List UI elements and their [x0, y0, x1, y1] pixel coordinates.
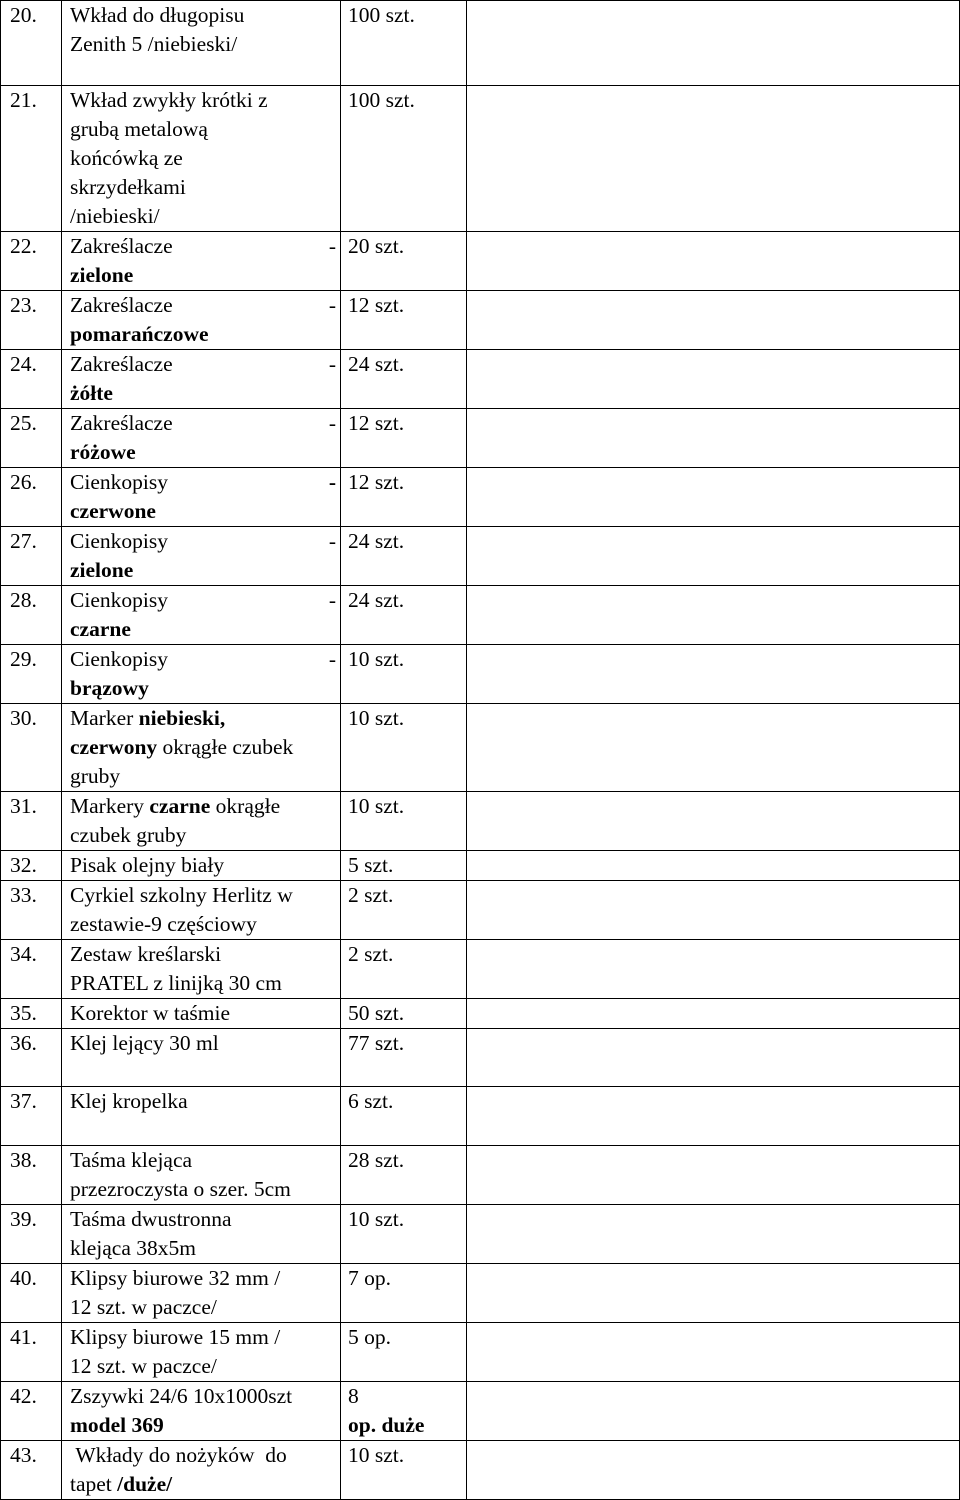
item-name: Wkłady do nożyków do tapet /duże/	[62, 1441, 341, 1500]
table-row	[1, 645, 960, 704]
table-row	[1, 792, 960, 851]
item-number: 43.	[1, 1441, 62, 1500]
item-name: Wkład do długopisu Zenith 5 /niebieski/	[62, 1, 341, 86]
item-number: 25.	[1, 409, 62, 468]
item-quantity: 5 op.	[341, 1323, 467, 1382]
item-name: Cienkopisy - zielone	[62, 527, 341, 586]
item-number: 20.	[1, 1, 62, 86]
item-number: 34.	[1, 940, 62, 999]
empty-cell	[467, 1, 960, 86]
table-row	[1, 881, 960, 940]
item-name: Cyrkiel szkolny Herlitz w zestawie-9 częściowy	[62, 881, 341, 940]
item-name: Cienkopisy - brązowy	[62, 645, 341, 704]
item-name: Korektor w taśmie	[62, 999, 341, 1029]
table-row	[1, 1087, 960, 1146]
item-name: Zakreślacze - zielone	[62, 232, 341, 291]
item-number: 42.	[1, 1382, 62, 1441]
item-number: 40.	[1, 1264, 62, 1323]
table-row	[1, 86, 960, 232]
item-name: Cienkopisy - czerwone	[62, 468, 341, 527]
table-row	[1, 1, 960, 86]
item-quantity: 24 szt.	[341, 350, 467, 409]
empty-cell	[467, 1029, 960, 1087]
empty-cell	[467, 704, 960, 792]
table-row	[1, 999, 960, 1029]
empty-cell	[467, 1087, 960, 1146]
item-quantity: 2 szt.	[341, 881, 467, 940]
empty-cell	[467, 940, 960, 999]
item-name: Cienkopisy - czarne	[62, 586, 341, 645]
table-row	[1, 1264, 960, 1323]
item-number: 39.	[1, 1205, 62, 1264]
item-number: 24.	[1, 350, 62, 409]
item-quantity: 2 szt.	[341, 940, 467, 999]
item-name: Markery czarne okrągłe czubek gruby	[62, 792, 341, 851]
item-number: 41.	[1, 1323, 62, 1382]
item-quantity: 24 szt.	[341, 527, 467, 586]
item-name: Taśma klejąca przezroczysta o szer. 5cm	[62, 1146, 341, 1205]
item-quantity: 100 szt.	[341, 86, 467, 232]
empty-cell	[467, 86, 960, 232]
item-number: 23.	[1, 291, 62, 350]
item-quantity: 100 szt.	[341, 1, 467, 86]
item-number: 36.	[1, 1029, 62, 1087]
empty-cell	[467, 881, 960, 940]
item-name: Zszywki 24/6 10x1000szt model 369	[62, 1382, 341, 1441]
table-row	[1, 350, 960, 409]
item-name: Marker niebieski, czerwony okrągłe czubek gruby	[62, 704, 341, 792]
item-number: 22.	[1, 232, 62, 291]
table-row	[1, 527, 960, 586]
item-quantity: 12 szt.	[341, 409, 467, 468]
table-row	[1, 1029, 960, 1087]
item-name: Zakreślacze - różowe	[62, 409, 341, 468]
empty-cell	[467, 232, 960, 291]
item-number: 33.	[1, 881, 62, 940]
empty-cell	[467, 1323, 960, 1382]
item-quantity: 6 szt.	[341, 1087, 467, 1146]
table-row	[1, 291, 960, 350]
item-number: 26.	[1, 468, 62, 527]
empty-cell	[467, 409, 960, 468]
item-quantity: 12 szt.	[341, 468, 467, 527]
item-number: 29.	[1, 645, 62, 704]
item-quantity: 7 op.	[341, 1264, 467, 1323]
item-name: Zakreślacze - żółte	[62, 350, 341, 409]
table-row	[1, 940, 960, 999]
item-quantity: 10 szt.	[341, 1205, 467, 1264]
empty-cell	[467, 586, 960, 645]
item-quantity: 28 szt.	[341, 1146, 467, 1205]
item-number: 35.	[1, 999, 62, 1029]
item-number: 21.	[1, 86, 62, 232]
item-name: Taśma dwustronna klejąca 38x5m	[62, 1205, 341, 1264]
item-quantity: 10 szt.	[341, 1441, 467, 1500]
table-body	[1, 1, 960, 1500]
item-quantity: 10 szt.	[341, 792, 467, 851]
item-number: 31.	[1, 792, 62, 851]
item-number: 27.	[1, 527, 62, 586]
table-row	[1, 1323, 960, 1382]
empty-cell	[467, 291, 960, 350]
item-name: Klej kropelka	[62, 1087, 341, 1146]
item-number: 38.	[1, 1146, 62, 1205]
table-row	[1, 586, 960, 645]
empty-cell	[467, 527, 960, 586]
empty-cell	[467, 1264, 960, 1323]
empty-cell	[467, 645, 960, 704]
table-row	[1, 1205, 960, 1264]
item-quantity: 10 szt.	[341, 645, 467, 704]
item-quantity: 12 szt.	[341, 291, 467, 350]
empty-cell	[467, 1146, 960, 1205]
empty-cell	[467, 851, 960, 881]
table-row	[1, 1382, 960, 1441]
item-name: Zestaw kreślarski PRATEL z linijką 30 cm	[62, 940, 341, 999]
table-row	[1, 232, 960, 291]
item-quantity: 20 szt.	[341, 232, 467, 291]
item-name: Klipsy biurowe 15 mm / 12 szt. w paczce/	[62, 1323, 341, 1382]
item-number: 32.	[1, 851, 62, 881]
empty-cell	[467, 792, 960, 851]
item-quantity: 50 szt.	[341, 999, 467, 1029]
item-quantity: 24 szt.	[341, 586, 467, 645]
table-row	[1, 468, 960, 527]
item-number: 30.	[1, 704, 62, 792]
empty-cell	[467, 350, 960, 409]
item-number: 37.	[1, 1087, 62, 1146]
table-row	[1, 1146, 960, 1205]
item-name: Zakreślacze - pomarańczowe	[62, 291, 341, 350]
item-name: Wkład zwykły krótki z grubą metalową końcówką ze skrzydełkami /niebieski/	[62, 86, 341, 232]
empty-cell	[467, 468, 960, 527]
item-quantity: 10 szt.	[341, 704, 467, 792]
item-name: Klipsy biurowe 32 mm / 12 szt. w paczce/	[62, 1264, 341, 1323]
item-name: Klej lejący 30 ml	[62, 1029, 341, 1087]
table-row	[1, 851, 960, 881]
table-row	[1, 704, 960, 792]
item-number: 28.	[1, 586, 62, 645]
empty-cell	[467, 1382, 960, 1441]
item-name: Pisak olejny biały	[62, 851, 341, 881]
item-quantity: 8 op. duże	[341, 1382, 467, 1441]
item-quantity: 5 szt.	[341, 851, 467, 881]
item-quantity: 77 szt.	[341, 1029, 467, 1087]
empty-cell	[467, 1205, 960, 1264]
table-row	[1, 409, 960, 468]
empty-cell	[467, 999, 960, 1029]
